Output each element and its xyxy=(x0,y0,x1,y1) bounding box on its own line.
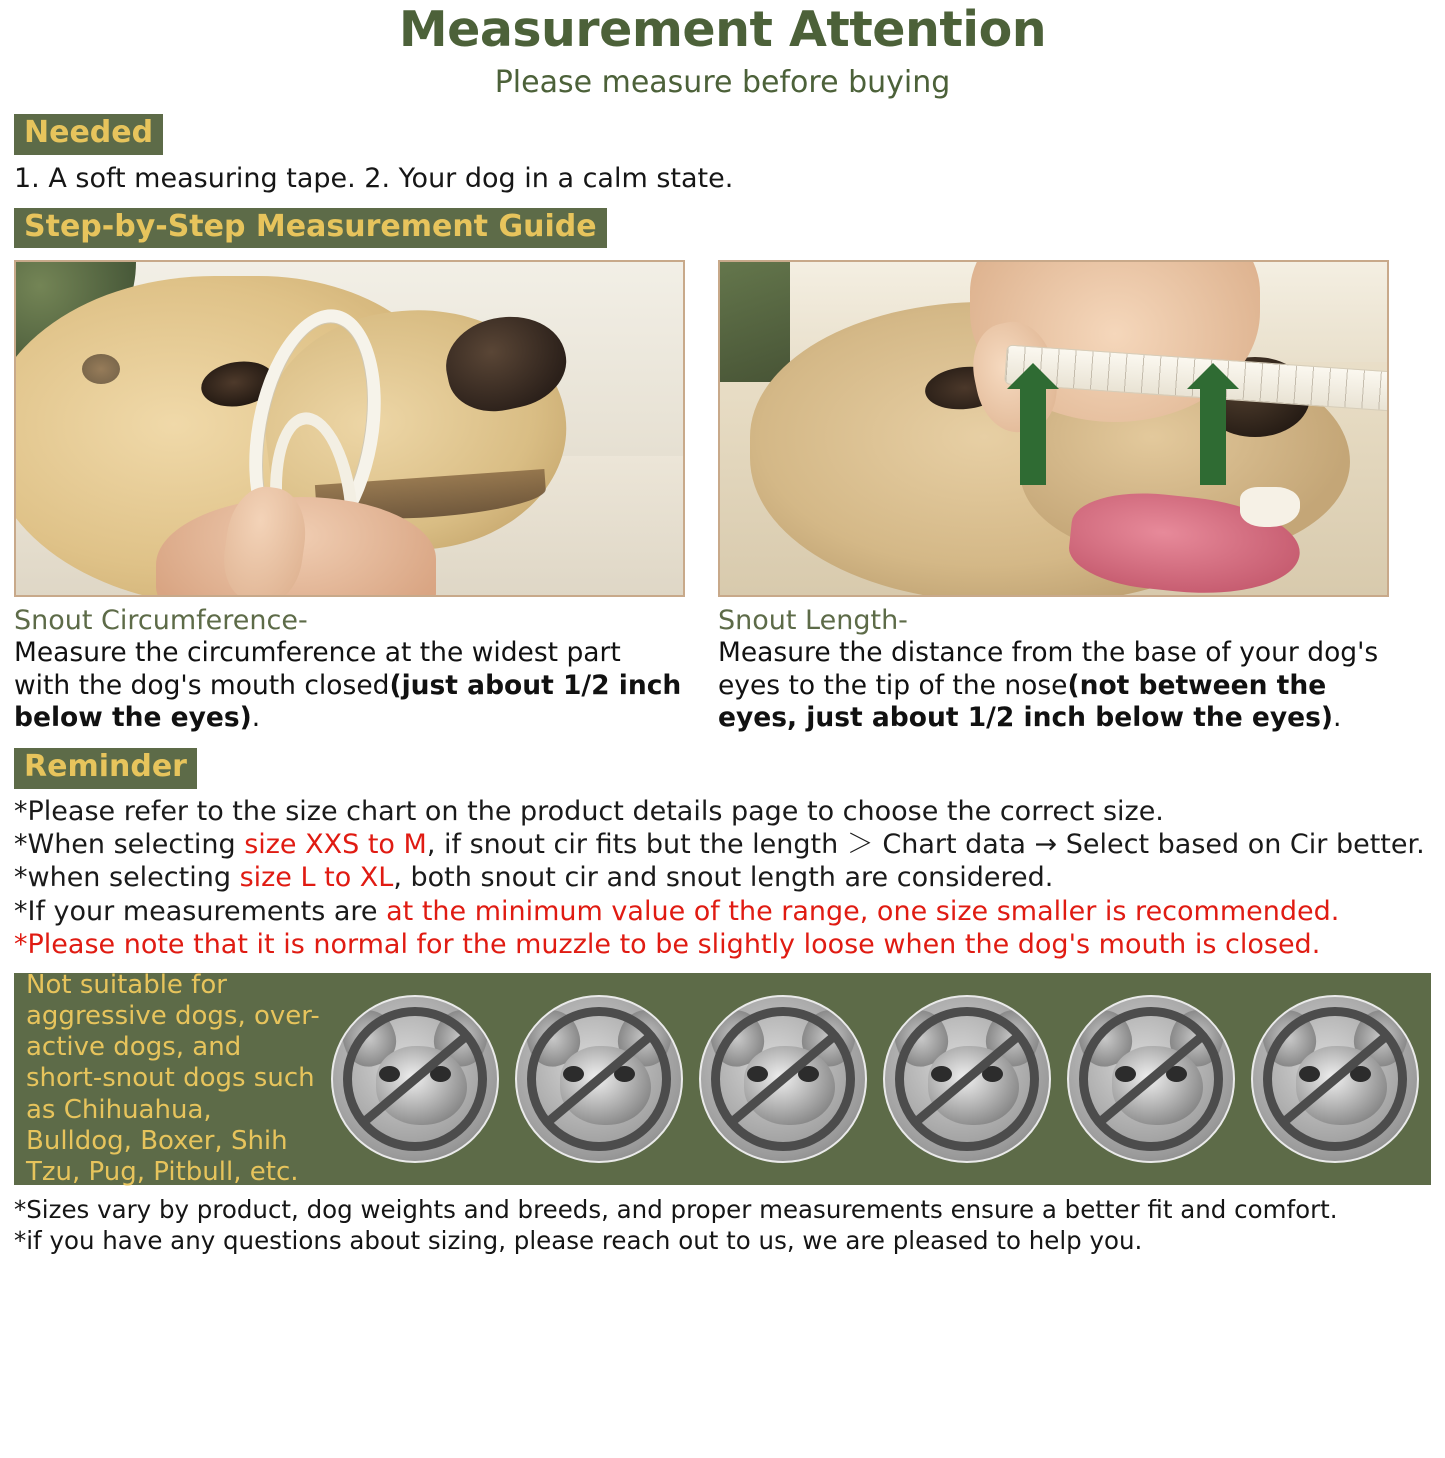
pitbull-no-icon xyxy=(1251,995,1419,1163)
step-1-text xyxy=(14,637,685,734)
step-2-text-bold: (not between the eyes, just about 1/2 inch below the eyes) xyxy=(718,669,1334,734)
prohibition-icon xyxy=(527,1007,671,1151)
needed-badge: Needed xyxy=(14,114,163,155)
reminder-segment: *Please note that it is normal for the muzzle to be slightly loose when the dog's mouth is closed. xyxy=(14,928,1321,960)
reminder-line xyxy=(14,928,1431,961)
french-bulldog-no-icon xyxy=(699,995,867,1163)
reminder-line xyxy=(14,895,1431,928)
breed-icon-list xyxy=(331,995,1419,1163)
reminder-line xyxy=(14,828,1431,861)
step-2-text-part2: . xyxy=(1333,702,1342,734)
footnote-line: *Sizes vary by product, dog weights and breeds, and proper measurements ensure a better fit and comfort. xyxy=(14,1194,1338,1224)
page-title: Measurement Attention xyxy=(398,1,1047,58)
footnotes xyxy=(14,1195,1431,1256)
snout-circumference-photo xyxy=(14,260,685,597)
reminder-text xyxy=(14,795,1431,961)
arrow-up-icon xyxy=(1200,387,1226,485)
guide-badge: Step-by-Step Measurement Guide xyxy=(14,208,607,249)
reminder-segment: *Please refer to the size chart on the product details page to choose the correct size. xyxy=(14,795,1164,827)
step-2-text xyxy=(718,637,1389,734)
guide-step-2 xyxy=(718,260,1389,734)
step-1-text-part2: . xyxy=(251,702,261,734)
reminder-segment: , both snout cir and snout length are considered. xyxy=(393,862,1054,894)
page-subtitle: Please measure before buying xyxy=(494,65,951,101)
measurement-guide-page xyxy=(0,1,1445,1256)
prohibition-icon xyxy=(1263,1007,1407,1151)
reminder-segment: , if snout cir fits but the length ＞ Chart data → Select based on Cir better. xyxy=(426,829,1425,861)
step-2-text-part1: Measure the distance from the base of your dog's eyes to the tip of the nose xyxy=(718,637,1379,701)
chihuahua-no-icon xyxy=(331,995,499,1163)
reminder-badge: Reminder xyxy=(14,748,197,789)
prohibition-icon xyxy=(343,1007,487,1151)
footnote-line: *if you have any questions about sizing, please reach out to us, we are pleased to help you. xyxy=(14,1225,1143,1255)
prohibition-icon xyxy=(1079,1007,1223,1151)
reminder-segment: size L to XL xyxy=(239,862,394,894)
prohibition-icon xyxy=(895,1007,1039,1151)
step-1-text-part1: Measure the circumference at the widest part with the dog's mouth closed xyxy=(14,637,621,701)
reminder-line xyxy=(14,861,1431,894)
shih-tzu-no-icon xyxy=(515,995,683,1163)
step-2-caption: Snout Length- xyxy=(718,605,908,637)
reminder-segment: *If your measurements are xyxy=(14,895,387,927)
prohibition-icon xyxy=(711,1007,855,1151)
reminder-segment: size XXS to M xyxy=(244,829,427,861)
guide-step-1 xyxy=(14,260,685,734)
reminder-segment: *when selecting xyxy=(14,862,240,894)
not-suitable-text: Not suitable for aggressive dogs, over-active dogs, and short-snout dogs such as Chihuahua, Bulldog, Boxer, Shih Tzu, Pug, Pitbull, etc. xyxy=(26,969,320,1187)
guide-columns xyxy=(14,260,1431,734)
not-suitable-panel xyxy=(14,969,1431,1187)
bulldog-no-icon xyxy=(1067,995,1235,1163)
snout-length-photo xyxy=(718,260,1389,597)
pug-no-icon xyxy=(883,995,1051,1163)
reminder-segment: at the minimum value of the range, one size smaller is recommended. xyxy=(386,895,1340,927)
reminder-segment: *When selecting xyxy=(14,829,245,861)
needed-text: 1. A soft measuring tape. 2. Your dog in a calm state. xyxy=(14,162,734,194)
step-1-text-bold: (just about 1/2 inch below the eyes) xyxy=(14,669,682,734)
reminder-line xyxy=(14,795,1431,828)
step-1-caption: Snout Circumference- xyxy=(14,605,308,637)
arrow-up-icon xyxy=(1020,387,1046,485)
